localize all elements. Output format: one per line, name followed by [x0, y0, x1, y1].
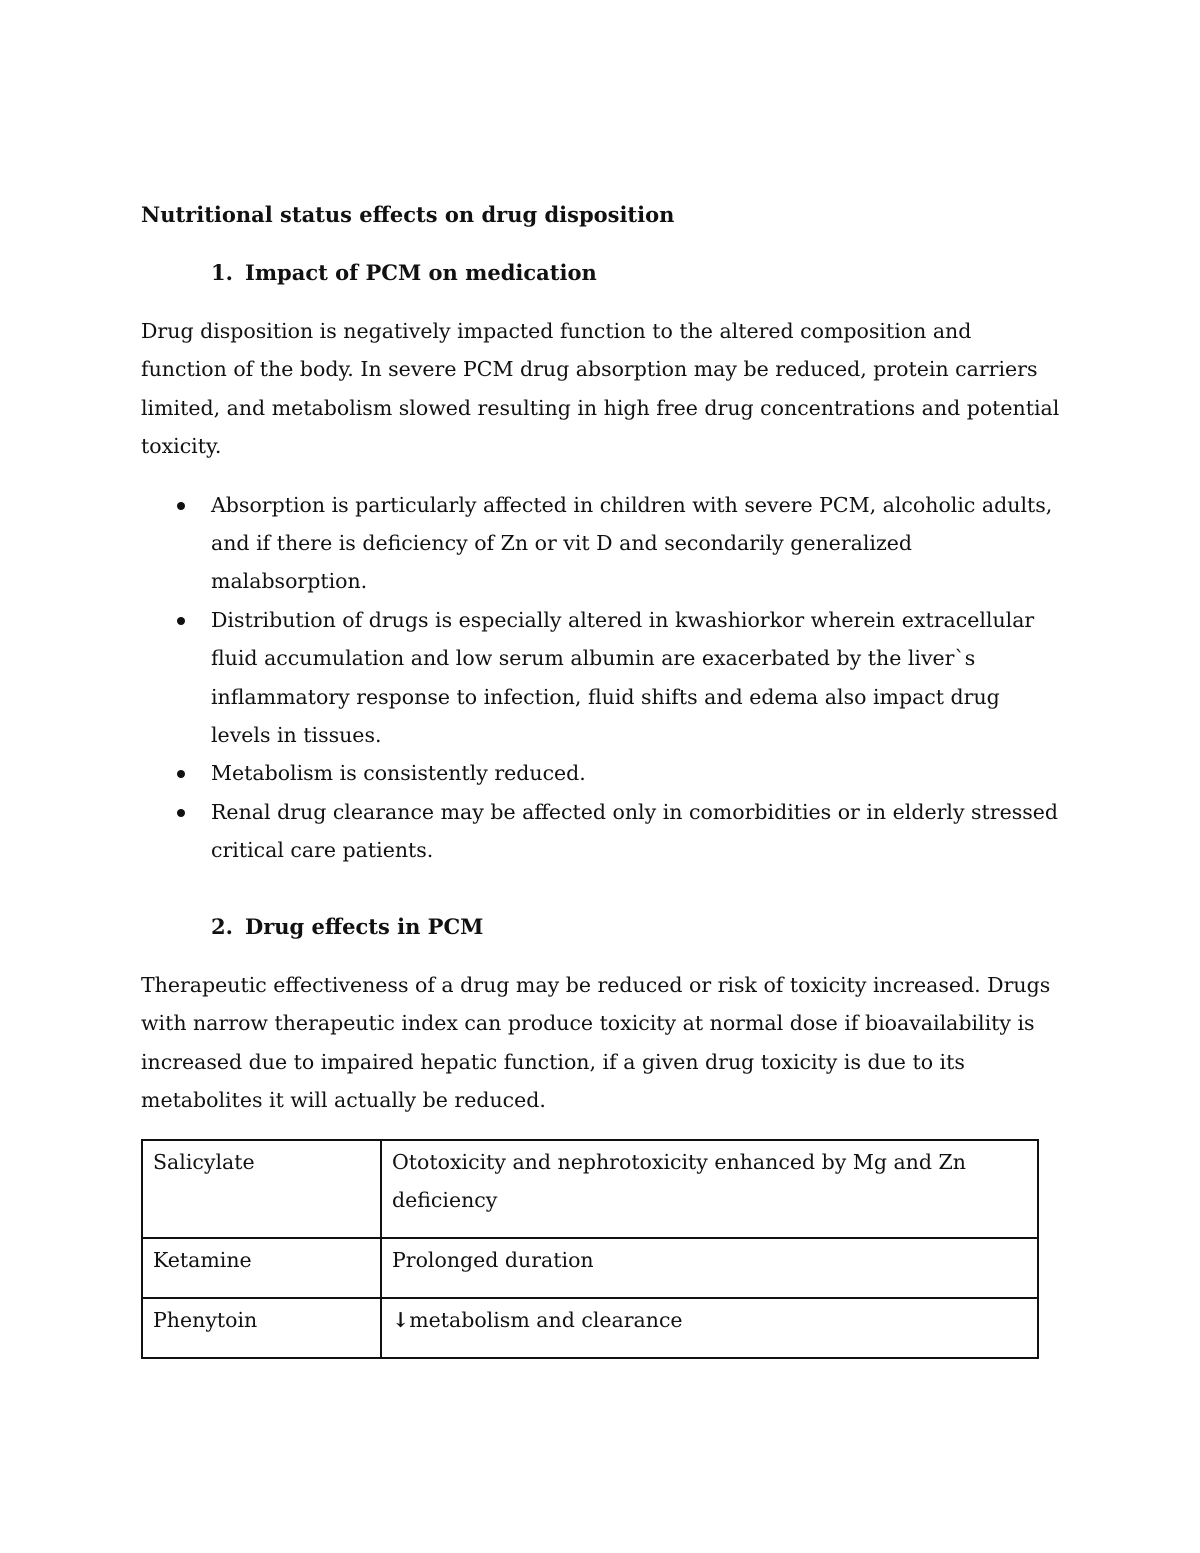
bullet-item-distribution [141, 601, 1061, 755]
section-1-heading [141, 254, 1061, 292]
drug-effect-cell: Prolonged duration [381, 1238, 1038, 1298]
document-title: Nutritional status effects on drug disposition [141, 202, 675, 227]
bullet-dot-icon [177, 809, 185, 817]
drug-effect-cell [381, 1298, 1038, 1358]
down-arrow-icon: ↓ [392, 1308, 410, 1333]
section-2-heading [141, 908, 1061, 946]
drug-name-cell: Salicylate [142, 1140, 381, 1238]
drug-name-cell: Ketamine [142, 1238, 381, 1298]
drug-name-cell: Phenytoin [142, 1298, 381, 1358]
section-2-number: 2. [211, 913, 233, 939]
bullet-text: Renal drug clearance may be affected only in comorbidities or in elderly stressed critical care patients. [211, 799, 1059, 863]
bullet-dot-icon [177, 617, 185, 625]
bullet-text: Distribution of drugs is especially altered in kwashiorkor wherein extracellular fluid accumulation and low serum albumin are exacerbated by the liver`s inflammatory response to infection, fluid shifts and edema also impact drug levels in tissues. [211, 607, 1035, 748]
section-2-paragraph: Therapeutic effectiveness of a drug may be reduced or risk of toxicity increased. Drugs with narrow therapeutic index can produce toxicity at normal dose if bioavailability is increased due to impaired hepatic function, if a given drug toxicity is due to its metabolites it will actually be reduced. [141, 972, 1051, 1112]
bullet-item-metabolism [141, 754, 1061, 792]
bullet-dot-icon [177, 502, 185, 510]
section-1-bullet-list [141, 486, 1061, 870]
drug-effect-cell: Ototoxicity and nephrotoxicity enhanced by Mg and Zn deficiency [381, 1140, 1038, 1238]
bullet-text: Metabolism is consistently reduced. [211, 761, 586, 786]
bullet-item-absorption [141, 486, 1061, 601]
section-1-title: Impact of PCM on medication [245, 260, 597, 285]
table-row [142, 1298, 1038, 1358]
table-row [142, 1140, 1038, 1238]
table-row [142, 1238, 1038, 1298]
bullet-text: Absorption is particularly affected in children with severe PCM, alcoholic adults, and if there is deficiency of Zn or vit D and secondarily generalized malabsorption. [211, 492, 1053, 594]
section-1-number: 1. [211, 260, 233, 285]
section-1-paragraph: Drug disposition is negatively impacted function to the altered composition and function of the body. In severe PCM drug absorption may be reduced, protein carriers limited, and metabolism slowed resulting in high free drug concentrations and potential toxicity. [141, 319, 1060, 459]
bullet-dot-icon [177, 770, 185, 778]
section-2-title: Drug effects in PCM [245, 913, 484, 939]
drug-effect-text: metabolism and clearance [409, 1308, 683, 1333]
document-page [141, 196, 1061, 1359]
bullet-item-renal-clearance [141, 793, 1061, 870]
drug-effects-table [141, 1139, 1039, 1359]
